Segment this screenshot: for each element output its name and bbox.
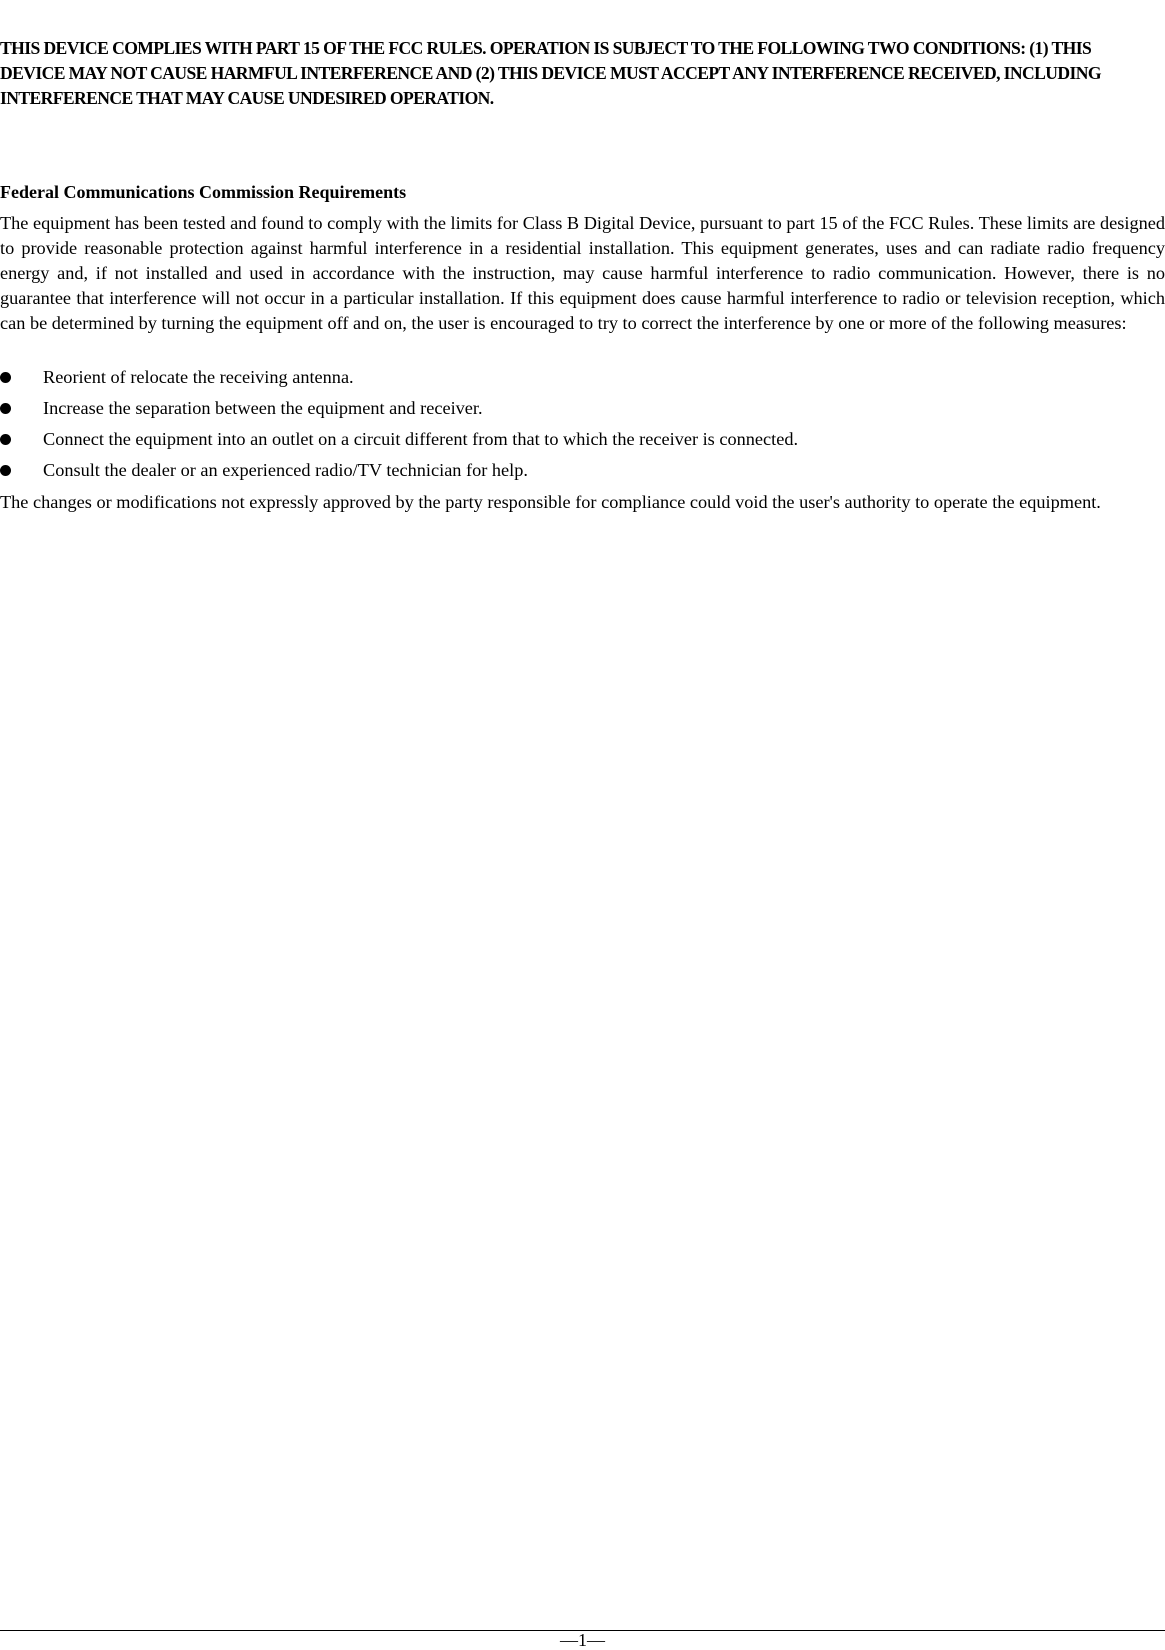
closing-paragraph: The changes or modifications not expressly approved by the party responsible for compliance could void the user's authority to operate the equipment. — [0, 492, 1101, 512]
fcc-warning-notice: THIS DEVICE COMPLIES WITH PART 15 OF THE FCC RULES. OPERATION IS SUBJECT TO THE FOLLOWING TWO CONDITIONS: (1) THIS DEVICE MAY NOT CAUSE HARMFUL INTERFERENCE AND (2) THIS DEVICE MUST ACCEPT ANY INTERFERENCE RECEIVED, INCLUDING INTERFERENCE THAT MAY CAUSE UNDESIRED OPERATION. — [0, 38, 1101, 108]
page-number: —1— — [560, 1630, 605, 1650]
section-heading: Federal Communications Commission Requirements — [0, 182, 407, 202]
list-item-text: Consult the dealer or an experienced radio/TV technician for help. — [43, 460, 528, 480]
bullet-icon — [0, 465, 11, 476]
bullet-icon — [0, 372, 11, 383]
list-item-text: Connect the equipment into an outlet on a circuit different from that to which the receiver is connected. — [43, 429, 799, 449]
list-item-text: Increase the separation between the equipment and receiver. — [43, 398, 483, 418]
bullet-icon — [0, 434, 11, 445]
list-item-text: Reorient of relocate the receiving antenna. — [43, 367, 354, 387]
bullet-icon — [0, 403, 11, 414]
fcc-requirements-paragraph: The equipment has been tested and found to comply with the limits for Class B Digital Device, pursuant to part 15 of the FCC Rules. These limits are designed to provide reasonable protection against harmful interference in a residential installation. This equipment generates, uses and can radiate radio frequency energy and, if not installed and used in accordance with the instruction, may cause harmful interference to radio communication. However, there is no guarantee that interference will not occur in a particular installation. If this equipment does cause harmful interference to radio or television reception, which can be determined by turning the equipment off and on, the user is encouraged to try to correct the interference by one or more of the following measures: — [0, 213, 1165, 333]
